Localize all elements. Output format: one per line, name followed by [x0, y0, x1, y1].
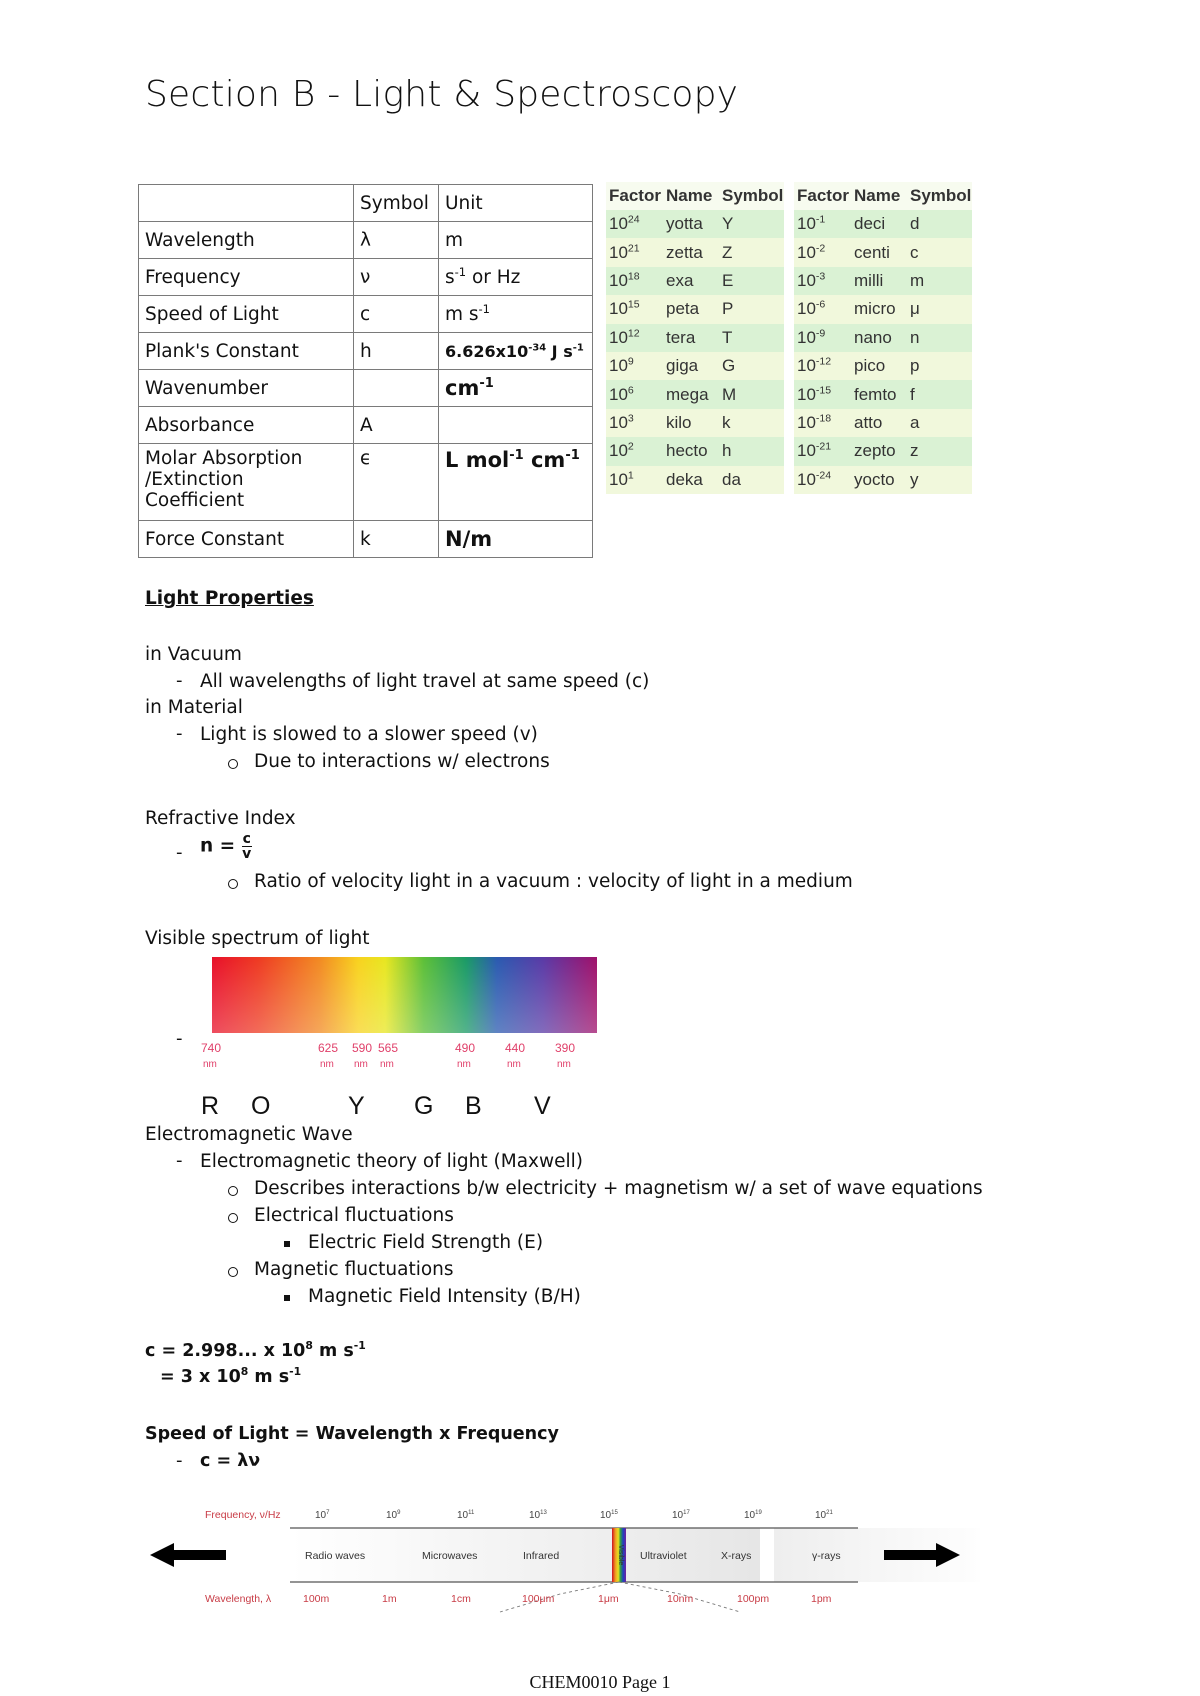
prefix-factor: $10^{-1}$ [794, 210, 851, 238]
table-row [606, 352, 972, 380]
header-cell: Name [851, 182, 907, 210]
prefix-name: peta [663, 295, 719, 323]
em-wave-label: Electromagnetic Wave [145, 1124, 353, 1145]
prefix-factor: $10^{15}$ [606, 295, 663, 323]
wavelength-unit: nm [557, 1059, 571, 1070]
table-row [139, 259, 593, 296]
speed-of-light-approx: = 3 x $10^8$ m $s^{-1}$ [160, 1365, 302, 1387]
prefix-name: mega [663, 380, 719, 408]
prefix-symbol: T [719, 324, 784, 352]
prefix-factor: $10^{-24}$ [794, 466, 851, 494]
table-row [139, 185, 593, 222]
material-point: Light is slowed to a slower speed (v) [200, 724, 538, 745]
square-bullet [284, 1241, 290, 1247]
prefix-name: kilo [663, 409, 719, 437]
header-cell [139, 185, 354, 222]
table-row [606, 267, 972, 295]
wavelength-tick: 1cm [451, 1593, 471, 1605]
wavelength-label: 590 [352, 1041, 373, 1055]
quantity-symbol [354, 370, 439, 407]
table-row [139, 407, 593, 444]
prefix-name: zepto [851, 437, 907, 465]
prefix-symbol: M [719, 380, 784, 408]
quantity-name: Absorbance [139, 407, 354, 444]
speed-of-light-value: c = 2.998... x $10^8$ m $s^{-1}$ [145, 1339, 366, 1361]
quantity-symbol: h [354, 333, 439, 370]
dash-bullet: - [176, 1150, 183, 1171]
frequency-axis-label: Frequency, ν/Hz [205, 1509, 281, 1521]
frequency-tick: $10^{17}$ [672, 1510, 690, 1521]
wavelength-axis-label: Wavelength, λ [205, 1593, 272, 1605]
prefix-name: hecto [663, 437, 719, 465]
color-letter: O [251, 1092, 271, 1120]
header-cell: Factor [606, 182, 663, 210]
table-row [606, 238, 972, 266]
quantity-name: Plank's Constant [139, 333, 354, 370]
em-subpoint: Magnetic fluctuations [254, 1259, 454, 1280]
table-row [606, 409, 972, 437]
wavelength-label: 740 [201, 1041, 222, 1055]
frequency-tick: $10^7$ [315, 1510, 330, 1521]
quantity-name: Wavenumber [139, 370, 354, 407]
prefix-factor: $10^6$ [606, 380, 663, 408]
arrow-left-icon [150, 1543, 226, 1567]
wavelength-unit: nm [507, 1059, 521, 1070]
prefix-symbol: G [719, 352, 784, 380]
prefix-factor: $10^{-3}$ [794, 267, 851, 295]
prefix-symbol: a [907, 409, 972, 437]
page-footer: CHEM0010 Page 1 [529, 1672, 671, 1692]
quantity-name: Speed of Light [139, 296, 354, 333]
wavelength-label: 390 [555, 1041, 576, 1055]
si-prefix-table [606, 182, 972, 494]
circle-bullet [228, 1213, 238, 1223]
quantity-symbol: ν [354, 259, 439, 296]
quantity-unit: $s^{-1}$ or Hz [439, 259, 593, 296]
wavelength-label: 625 [318, 1041, 339, 1055]
color-letter: R [201, 1092, 220, 1120]
frequency-tick: $10^{13}$ [529, 1510, 547, 1521]
wavelength-label: 490 [455, 1041, 476, 1055]
quantity-unit [439, 407, 593, 444]
prefix-factor: $10^{-12}$ [794, 352, 851, 380]
prefix-symbol: Z [719, 238, 784, 266]
quantity-unit: $cm^{-1}$ [439, 370, 593, 407]
prefix-name: nano [851, 324, 907, 352]
table-row [606, 324, 972, 352]
em-point: Electromagnetic theory of light (Maxwell) [200, 1151, 583, 1172]
header-cell: Symbol [719, 182, 784, 210]
em-subsubpoint: Electric Field Strength (E) [308, 1232, 544, 1253]
prefix-factor: $10^{-21}$ [794, 437, 851, 465]
prefix-symbol: Y [719, 210, 784, 238]
quantity-name: Frequency [139, 259, 354, 296]
frequency-tick: $10^{15}$ [600, 1510, 618, 1521]
in-material-label: in Material [145, 697, 243, 718]
speed-of-light-heading: Speed of Light = Wavelength x Frequency [145, 1424, 559, 1444]
table-row [139, 333, 593, 370]
wavelength-tick: 100μm [522, 1593, 555, 1605]
prefix-name: deka [663, 466, 719, 494]
table-row [606, 466, 972, 494]
prefix-factor: $10^{-2}$ [794, 238, 851, 266]
dash-bullet: - [176, 842, 183, 863]
wavelength-unit: nm [457, 1059, 471, 1070]
square-bullet [284, 1295, 290, 1301]
quantity-name: Force Constant [139, 521, 354, 558]
spectrum-region-label: γ-rays [812, 1550, 841, 1562]
prefix-name: yocto [851, 466, 907, 494]
prefix-factor: $10^{-6}$ [794, 295, 851, 323]
prefix-factor: $10^2$ [606, 437, 663, 465]
prefix-name: pico [851, 352, 907, 380]
em-subsubpoint: Magnetic Field Intensity (B/H) [308, 1286, 581, 1307]
wavelength-tick: 1μm [598, 1593, 619, 1605]
wavelength-unit: nm [354, 1059, 368, 1070]
prefix-name: micro [851, 295, 907, 323]
wavelength-tick: 1m [382, 1593, 397, 1605]
dash-bullet: - [176, 670, 183, 691]
refractive-subpoint: Ratio of velocity light in a vacuum : velocity of light in a medium [254, 871, 853, 892]
in-vacuum-label: in Vacuum [145, 644, 242, 665]
material-subpoint: Due to interactions w/ electrons [254, 751, 550, 772]
prefix-name: milli [851, 267, 907, 295]
prefix-symbol: d [907, 210, 972, 238]
table-row [606, 295, 972, 323]
header-cell: Name [663, 182, 719, 210]
vacuum-point: All wavelengths of light travel at same speed (c) [200, 671, 650, 692]
quantity-name: Wavelength [139, 222, 354, 259]
prefix-symbol: p [907, 352, 972, 380]
prefix-factor: $10^{-15}$ [794, 380, 851, 408]
wavelength-label: 565 [378, 1041, 399, 1055]
table-row [606, 437, 972, 465]
quantity-unit: m $s^{-1}$ [439, 296, 593, 333]
em-subpoint: Describes interactions b/w electricity + magnetism w/ a set of wave equations [254, 1178, 983, 1199]
prefix-name: giga [663, 352, 719, 380]
prefix-name: exa [663, 267, 719, 295]
wavelength-tick: 10nm [667, 1593, 694, 1605]
table-row [139, 370, 593, 407]
header-cell: Unit [439, 185, 593, 222]
prefix-name: zetta [663, 238, 719, 266]
circle-bullet [228, 879, 238, 889]
prefix-factor: $10^{21}$ [606, 238, 663, 266]
prefix-factor: $10^9$ [606, 352, 663, 380]
prefix-symbol: k [719, 409, 784, 437]
prefix-symbol: f [907, 380, 972, 408]
prefix-header-row [606, 182, 972, 210]
spectrum-region-label: Infrared [523, 1550, 560, 1562]
quantity-unit: L mol$^{-1}$ $cm^{-1}$ [439, 444, 593, 521]
wavelength-unit: nm [320, 1059, 334, 1070]
dash-bullet: - [176, 1028, 183, 1049]
table-row [139, 222, 593, 259]
prefix-symbol: m [907, 267, 972, 295]
prefix-factor: $10^3$ [606, 409, 663, 437]
prefix-symbol: n [907, 324, 972, 352]
prefix-name: femto [851, 380, 907, 408]
prefix-symbol: E [719, 267, 784, 295]
color-letter: B [465, 1092, 482, 1120]
table-row [139, 444, 593, 521]
circle-bullet [228, 1267, 238, 1277]
light-properties-heading: Light Properties [145, 588, 314, 609]
prefix-symbol: P [719, 295, 784, 323]
em-spectrum-figure [140, 1494, 980, 1624]
color-letter: Y [348, 1092, 365, 1120]
table-row [606, 210, 972, 238]
prefix-symbol: da [719, 466, 784, 494]
prefix-symbol: h [719, 437, 784, 465]
circle-bullet [228, 759, 238, 769]
prefix-factor: $10^{18}$ [606, 267, 663, 295]
quantity-unit: $6.626x10^{-34}$ J $s^{-1}$ [439, 333, 593, 370]
wavelength-unit: nm [203, 1059, 217, 1070]
quantity-unit: N/m [439, 521, 593, 558]
header-cell: Symbol [907, 182, 972, 210]
wavelength-tick: 100m [303, 1593, 330, 1605]
spectrum-region-label: X-rays [721, 1550, 752, 1562]
table-row [139, 521, 593, 558]
speed-of-light-equation: c = λν [200, 1451, 261, 1471]
prefix-name: tera [663, 324, 719, 352]
prefix-factor: $10^1$ [606, 466, 663, 494]
table-row [139, 296, 593, 333]
prefix-symbol: z [907, 437, 972, 465]
circle-bullet [228, 1186, 238, 1196]
wavelength-label: 440 [505, 1041, 526, 1055]
spectrum-region-label: Microwaves [422, 1550, 478, 1562]
spectrum-region-label: Ultraviolet [640, 1550, 687, 1562]
prefix-factor: $10^{-9}$ [794, 324, 851, 352]
wavelength-unit: nm [380, 1059, 394, 1070]
header-cell: Factor [794, 182, 851, 210]
refractive-equation: n = $\frac{c}{v}$ [200, 831, 252, 862]
refractive-index-label: Refractive Index [145, 808, 296, 829]
prefix-symbol: c [907, 238, 972, 266]
prefix-name: centi [851, 238, 907, 266]
visible-spectrum-figure [195, 952, 615, 1122]
visible-spectrum-label: Visible spectrum of light [145, 928, 370, 949]
wavelength-tick: 1pm [811, 1593, 832, 1605]
spectrum-region-label: Radio waves [305, 1550, 366, 1562]
page-title: Section B - Light & Spectroscopy [145, 74, 739, 115]
color-letter: G [414, 1092, 434, 1120]
prefix-name: yotta [663, 210, 719, 238]
quantity-name: Molar Absorption /Extinction Coefficient [139, 444, 354, 521]
quantities-table [138, 184, 593, 558]
wavelength-tick: 100pm [737, 1593, 770, 1605]
dash-bullet: - [176, 723, 183, 744]
prefix-factor: $10^{24}$ [606, 210, 663, 238]
frequency-tick: $10^{21}$ [815, 1510, 833, 1521]
header-cell: Symbol [354, 185, 439, 222]
prefix-name: atto [851, 409, 907, 437]
prefix-factor: $10^{-18}$ [794, 409, 851, 437]
quantity-symbol: ϵ [354, 444, 439, 521]
table-row [606, 380, 972, 408]
frequency-tick: $10^{19}$ [744, 1510, 762, 1521]
quantity-symbol: A [354, 407, 439, 444]
prefix-symbol: y [907, 466, 972, 494]
quantity-symbol: k [354, 521, 439, 558]
frequency-tick: $10^{11}$ [457, 1510, 475, 1521]
prefix-factor: $10^{12}$ [606, 324, 663, 352]
quantity-symbol: c [354, 296, 439, 333]
prefix-name: deci [851, 210, 907, 238]
em-subpoint: Electrical fluctuations [254, 1205, 454, 1226]
prefix-symbol: μ [907, 295, 972, 323]
visible-strip-label: Visible [617, 1544, 624, 1566]
quantity-unit: m [439, 222, 593, 259]
dash-bullet: - [176, 1450, 183, 1471]
frequency-tick: $10^9$ [386, 1510, 401, 1521]
quantity-symbol: λ [354, 222, 439, 259]
color-letter: V [534, 1092, 551, 1120]
